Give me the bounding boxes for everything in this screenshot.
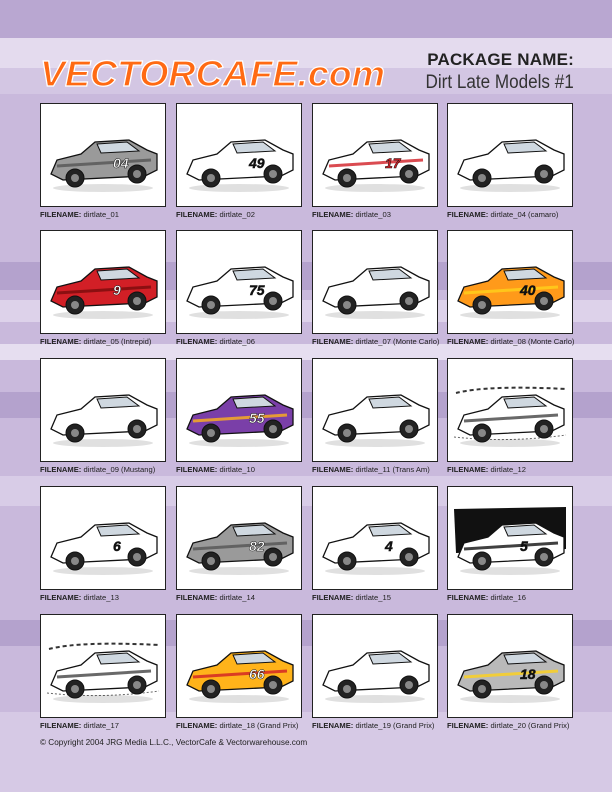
filename-value: dirtlate_02 xyxy=(219,210,255,219)
filename-caption xyxy=(447,465,573,474)
filename-value: dirtlate_08 (Monte Carlo) xyxy=(490,337,575,346)
race-car-illustration xyxy=(177,487,301,589)
filename-label: FILENAME: xyxy=(447,337,489,346)
filename-caption xyxy=(312,337,438,346)
filename-caption xyxy=(40,593,166,602)
thumbnail-cell[interactable] xyxy=(40,230,166,346)
vectorcafe-logo xyxy=(38,54,388,94)
race-car-illustration xyxy=(41,615,165,717)
thumbnail-cell[interactable] xyxy=(447,486,573,602)
filename-caption xyxy=(447,337,573,346)
race-car-illustration xyxy=(41,104,165,206)
race-car-illustration xyxy=(448,359,572,461)
car-thumbnail[interactable] xyxy=(447,358,573,462)
car-thumbnail[interactable] xyxy=(176,614,302,718)
car-thumbnail[interactable] xyxy=(176,230,302,334)
car-thumbnail[interactable] xyxy=(312,614,438,718)
car-thumbnail[interactable] xyxy=(176,486,302,590)
race-car-illustration xyxy=(313,104,437,206)
car-thumbnail[interactable] xyxy=(312,358,438,462)
race-car-illustration xyxy=(177,231,301,333)
car-number: 66 xyxy=(249,666,265,682)
car-number: 04 xyxy=(113,155,129,171)
filename-value: dirtlate_04 (camaro) xyxy=(490,210,559,219)
filename-caption xyxy=(176,210,302,219)
car-thumbnail[interactable] xyxy=(40,614,166,718)
filename-caption xyxy=(176,465,302,474)
filename-label: FILENAME: xyxy=(312,593,354,602)
filename-label: FILENAME: xyxy=(312,337,354,346)
filename-label: FILENAME: xyxy=(176,721,218,730)
race-car-illustration xyxy=(313,231,437,333)
race-car-illustration xyxy=(448,487,572,589)
car-thumbnail[interactable] xyxy=(447,614,573,718)
thumbnail-cell[interactable] xyxy=(447,103,573,219)
filename-caption xyxy=(447,593,573,602)
car-thumbnail[interactable] xyxy=(176,358,302,462)
filename-label: FILENAME: xyxy=(176,210,218,219)
car-number: 9 xyxy=(113,282,121,298)
car-number: 40 xyxy=(520,282,536,298)
filename-caption xyxy=(176,593,302,602)
filename-value: dirtlate_17 xyxy=(83,721,119,730)
thumbnail-cell[interactable] xyxy=(40,358,166,474)
filename-value: dirtlate_15 xyxy=(355,593,391,602)
filename-caption xyxy=(40,721,166,730)
car-number: 17 xyxy=(385,155,401,171)
car-thumbnail[interactable] xyxy=(447,486,573,590)
car-number: 6 xyxy=(113,538,121,554)
thumbnail-cell[interactable] xyxy=(176,358,302,474)
race-car-illustration xyxy=(41,487,165,589)
filename-label: FILENAME: xyxy=(40,465,82,474)
filename-value: dirtlate_11 (Trans Am) xyxy=(355,465,430,474)
thumbnail-cell[interactable] xyxy=(312,486,438,602)
filename-label: FILENAME: xyxy=(447,721,489,730)
race-car-illustration xyxy=(177,104,301,206)
car-thumbnail[interactable] xyxy=(40,486,166,590)
copyright-footer: © Copyright 2004 JRG Media L.L.C., VectorCafe & Vectorwarehouse.com xyxy=(40,738,308,747)
filename-label: FILENAME: xyxy=(40,593,82,602)
filename-caption xyxy=(312,210,438,219)
race-car-illustration xyxy=(313,615,437,717)
race-car-illustration xyxy=(177,615,301,717)
filename-label: FILENAME: xyxy=(176,593,218,602)
filename-caption xyxy=(40,337,166,346)
car-thumbnail[interactable] xyxy=(447,103,573,207)
filename-value: dirtlate_18 (Grand Prix) xyxy=(219,721,299,730)
filename-label: FILENAME: xyxy=(40,721,82,730)
car-number: 55 xyxy=(249,410,265,426)
car-number: 82 xyxy=(249,538,265,554)
car-thumbnail[interactable] xyxy=(447,230,573,334)
thumbnail-cell[interactable] xyxy=(176,486,302,602)
race-car-illustration xyxy=(41,359,165,461)
logo-text: VECTORCAFE.com xyxy=(40,54,385,94)
filename-label: FILENAME: xyxy=(447,210,489,219)
car-thumbnail[interactable] xyxy=(176,103,302,207)
filename-value: dirtlate_12 xyxy=(490,465,526,474)
thumbnail-cell[interactable] xyxy=(312,358,438,474)
filename-label: FILENAME: xyxy=(176,465,218,474)
race-car-illustration xyxy=(41,231,165,333)
filename-value: dirtlate_20 (Grand Prix) xyxy=(490,721,570,730)
filename-value: dirtlate_16 xyxy=(490,593,526,602)
car-number: 4 xyxy=(385,538,393,554)
thumbnail-cell[interactable] xyxy=(312,614,438,730)
filename-label: FILENAME: xyxy=(40,210,82,219)
filename-label: FILENAME: xyxy=(176,337,218,346)
thumbnail-cell[interactable] xyxy=(40,103,166,219)
car-thumbnail[interactable] xyxy=(40,358,166,462)
filename-value: dirtlate_09 (Mustang) xyxy=(83,465,156,474)
race-car-illustration xyxy=(448,104,572,206)
car-number: 49 xyxy=(249,155,265,171)
car-number: 18 xyxy=(520,666,536,682)
filename-caption xyxy=(176,337,302,346)
car-number: 75 xyxy=(249,282,265,298)
filename-caption xyxy=(40,465,166,474)
filename-label: FILENAME: xyxy=(40,337,82,346)
thumbnail-cell[interactable] xyxy=(312,103,438,219)
filename-value: dirtlate_06 xyxy=(219,337,255,346)
race-car-illustration xyxy=(177,359,301,461)
filename-caption xyxy=(447,721,573,730)
race-car-illustration xyxy=(313,359,437,461)
filename-caption xyxy=(447,210,573,219)
thumbnail-cell[interactable] xyxy=(176,614,302,730)
thumbnail-cell[interactable] xyxy=(447,230,573,346)
car-number: 5 xyxy=(520,538,528,554)
filename-value: dirtlate_07 (Monte Carlo) xyxy=(355,337,440,346)
car-thumbnail[interactable] xyxy=(40,230,166,334)
filename-value: dirtlate_03 xyxy=(355,210,391,219)
filename-value: dirtlate_13 xyxy=(83,593,119,602)
thumbnail-cell[interactable] xyxy=(176,103,302,219)
filename-caption xyxy=(312,593,438,602)
filename-value: dirtlate_14 xyxy=(219,593,255,602)
filename-value: dirtlate_05 (Intrepid) xyxy=(83,337,152,346)
race-car-illustration xyxy=(448,231,572,333)
race-car-illustration xyxy=(448,615,572,717)
filename-caption xyxy=(176,721,302,730)
thumbnail-cell[interactable] xyxy=(40,614,166,730)
car-thumbnail[interactable] xyxy=(312,230,438,334)
filename-label: FILENAME: xyxy=(312,210,354,219)
filename-label: FILENAME: xyxy=(312,721,354,730)
race-car-illustration xyxy=(313,487,437,589)
thumbnail-cell[interactable] xyxy=(312,230,438,346)
filename-caption xyxy=(312,721,438,730)
car-thumbnail[interactable] xyxy=(312,103,438,207)
thumbnail-cell[interactable] xyxy=(447,614,573,730)
filename-value: dirtlate_19 (Grand Prix) xyxy=(355,721,435,730)
package-name: Dirt Late Models #1 xyxy=(425,72,574,93)
filename-value: dirtlate_01 xyxy=(83,210,119,219)
filename-caption xyxy=(312,465,438,474)
filename-label: FILENAME: xyxy=(447,593,489,602)
filename-label: FILENAME: xyxy=(447,465,489,474)
thumbnail-cell[interactable] xyxy=(447,358,573,474)
thumbnail-cell[interactable] xyxy=(176,230,302,346)
package-name-label: PACKAGE NAME: xyxy=(427,50,574,69)
filename-label: FILENAME: xyxy=(312,465,354,474)
car-thumbnail[interactable] xyxy=(40,103,166,207)
filename-caption xyxy=(40,210,166,219)
filename-value: dirtlate_10 xyxy=(219,465,255,474)
thumbnail-cell[interactable] xyxy=(40,486,166,602)
car-thumbnail[interactable] xyxy=(312,486,438,590)
